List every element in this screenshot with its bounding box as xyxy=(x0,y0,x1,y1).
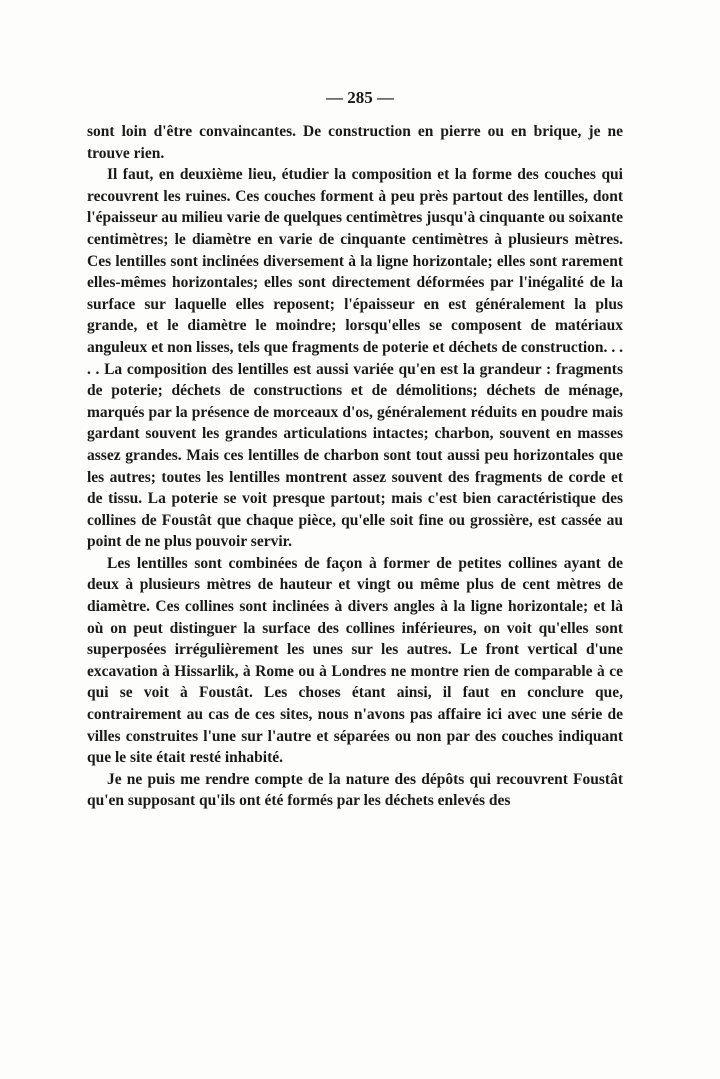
page-body xyxy=(87,121,623,812)
paragraph-1: sont loin d'être convaincantes. De construction en pierre ou en brique, je ne trouve rien. xyxy=(87,123,623,162)
page-number: — 285 — xyxy=(326,88,394,107)
paragraph-4: Je ne puis me rendre compte de la nature des dépôts qui recouvrent Foustât qu'en supposant qu'ils ont été formés par les déchets enlevés des xyxy=(87,770,623,810)
paragraph-3: Les lentilles sont combinées de façon à former de petites collines ayant de deux à plusieurs mètres de hauteur et vingt ou même plus de cent mètres de diamètre. Ces collines sont inclinées à divers angles à la ligne horizontale; et là où on peut distinguer la surface des collines inférieures, on voit qu'elles sont superposées irrégulièrement les unes sur les autres. Le front vertical d'une excavation à Hissarlik, à Rome ou à Londres ne montre rien de comparable à ce qui se voit à Foustât. Les choses étant ainsi, il faut en conclure que, contrairement au cas de ces sites, nous n'avons pas affaire ici avec une série de villes construites l'une sur l'autre et séparées ou non par des couches indiquant que le site était resté inhabité. xyxy=(87,554,623,767)
paragraph-2: Il faut, en deuxième lieu, étudier la composition et la forme des couches qui recouvrent les ruines. Ces couches forment à peu près partout des lentilles, dont l'épaisseur au milieu varie de quelques centimètres jusqu'à cinquante ou soixante centimètres; le diamètre en varie de cinquante centimètres à plusieurs mètres. Ces lentilles sont inclinées diversement à la ligne horizontale; elles sont rarement elles-mêmes horizontales; elles sont directement déformées par l'inégalité de la surface sur laquelle elles reposent; l'épaisseur en est généralement la plus grande, et le diamètre le moindre; lorsqu'elles se composent de matériaux anguleux et non lisses, tels que fragments de poterie et déchets de construction. . . . . La composition des lentilles est aussi variée qu'en est la grandeur : fragments de poterie; déchets de constructions et de démolitions; déchets de ménage, marqués par la présence de morceaux d'os, généralement réduits en poudre mais gardant souvent les grandes articulations intactes; charbon, souvent en masses assez grandes. Mais ces lentilles de charbon sont tout aussi peu horizontales que les autres; toutes les lentilles montrent assez souvent des fragments de corde et de tissu. La poterie se voit presque partout; mais c'est bien caractéristique des collines de Foustât que chaque pièce, qu'elle soit fine ou grossière, est cassée au point de ne plus pouvoir servir. xyxy=(87,166,623,551)
